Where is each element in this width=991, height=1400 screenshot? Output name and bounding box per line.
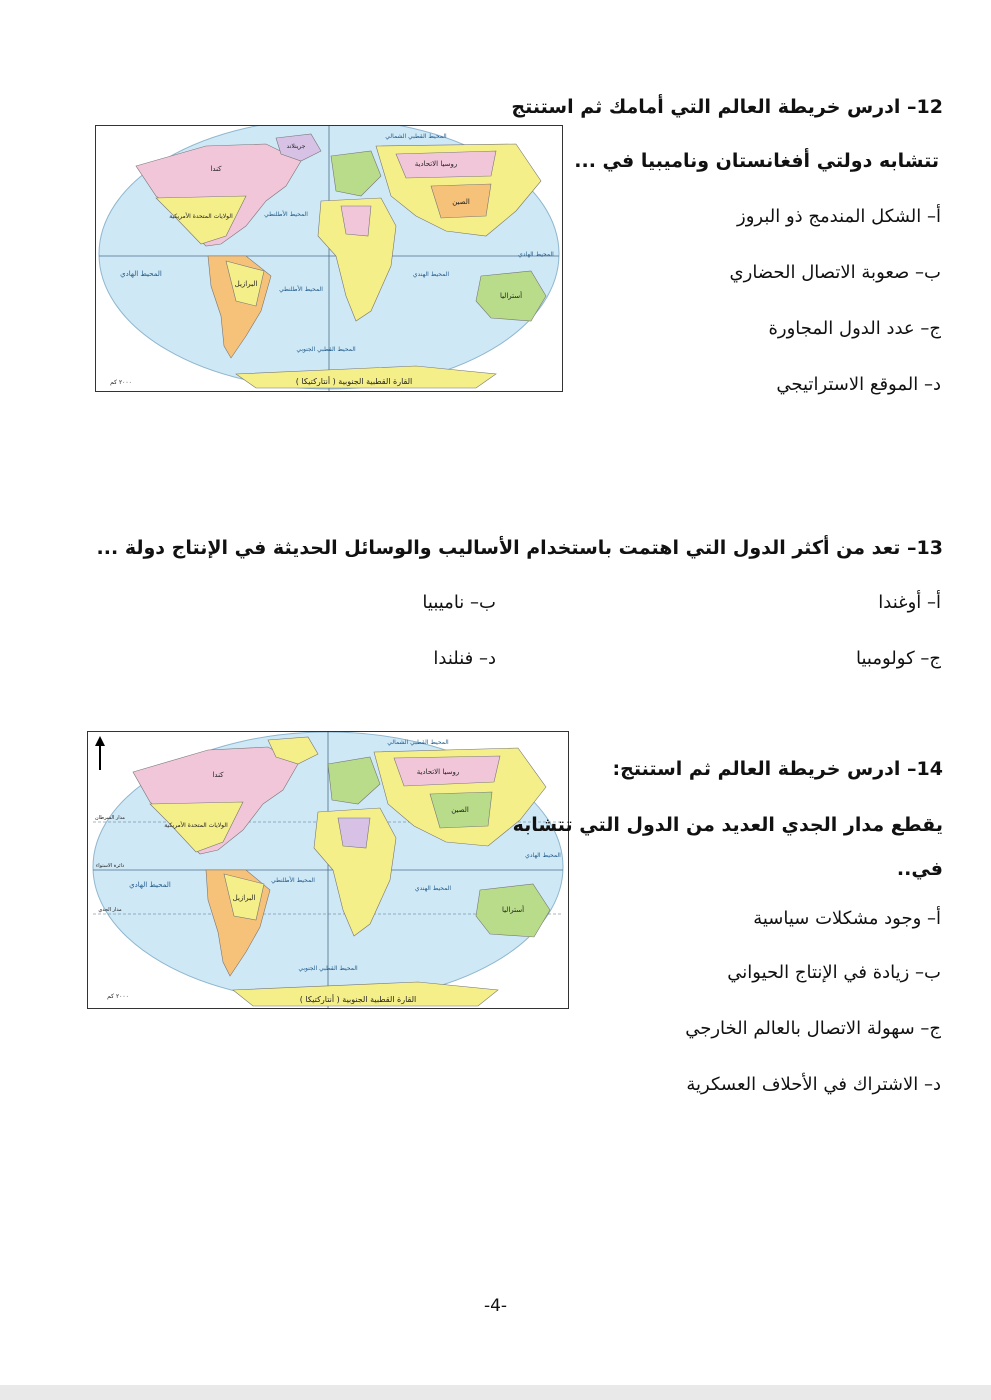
q12-option-d[interactable]: د– الموقع الاستراتيجي <box>776 374 941 395</box>
map2-china-label: الصين <box>451 806 469 814</box>
q14-option-d[interactable]: د– الاشتراك في الأحلاف العسكرية <box>686 1074 941 1095</box>
map1-southern-label: المحيط القطبي الجنوبي <box>296 346 356 353</box>
map2-scale-label: ٢٠٠٠ كم <box>107 993 129 1000</box>
map1-antarctica-label: القارة القطبية الجنوبية ( أنتاركتيكا ) <box>295 377 413 386</box>
map2-equator-label: دائرة الاستواء <box>95 863 125 869</box>
q12-option-b[interactable]: ب– صعوبة الاتصال الحضاري <box>729 262 941 283</box>
map1-canada-label: كندا <box>210 165 222 173</box>
world-political-map-1 <box>95 125 563 392</box>
map2-atlantic-label: المحيط الأطلنطي <box>271 877 315 884</box>
map1-brazil-label: البرازيل <box>234 280 258 288</box>
map2-canada-label: كندا <box>212 771 224 779</box>
map2-russia-label: روسيا الاتحادية <box>416 768 460 776</box>
q13-option-d[interactable]: د– فنلندا <box>433 648 496 669</box>
map1-atlantic-north-label: المحيط الأطلنطي <box>264 211 308 218</box>
world-map-1-svg <box>96 126 562 391</box>
map1-greenland-label: جرينلاند <box>286 143 306 150</box>
map2-antarctica-label: القارة القطبية الجنوبية ( أنتاركتيكا ) <box>299 995 417 1004</box>
q14-option-b[interactable]: ب– زيادة في الإنتاج الحيواني <box>727 962 941 983</box>
q14-stem-line1: يقطع مدار الجدي العديد من الدول التي تتشابه <box>512 814 943 836</box>
map2-indian-label: المحيط الهندي <box>414 885 452 892</box>
q13-option-c[interactable]: ج– كولومبيا <box>856 648 941 669</box>
world-map-2-svg <box>88 732 568 1008</box>
q14-stem-line2: في.. <box>896 858 943 880</box>
q12-option-a[interactable]: أ– الشكل المندمج ذو البروز <box>737 206 941 227</box>
q12-title: 12– ادرس خريطة العالم التي أمامك ثم استنتج <box>511 96 943 118</box>
map2-cancer-label: مدار السرطان <box>94 815 126 821</box>
map2-usa-label: الولايات المتحدة الأمريكية <box>164 822 228 829</box>
map2-brazil-label: البرازيل <box>232 894 256 902</box>
q13-option-b[interactable]: ب– ناميبيا <box>422 592 496 613</box>
q14-option-a[interactable]: أ– وجود مشكلات سياسية <box>753 908 941 929</box>
page-footer-band <box>0 1385 991 1400</box>
map2-australia-label: أستراليا <box>501 906 525 914</box>
map2-pacific-east-label: المحيط الهادي <box>525 852 561 859</box>
map1-pacific-east-label: المحيط الهادي <box>518 251 554 258</box>
q14-title: 14– ادرس خريطة العالم ثم استنتج: <box>612 758 943 780</box>
map2-southern-label: المحيط القطبي الجنوبي <box>298 965 358 972</box>
map2-pacific-west-label: المحيط الهادي <box>129 881 171 889</box>
q13-title: 13– تعد من أكثر الدول التي اهتمت باستخدام الأساليب والوسائل الحديثة في الإنتاج دولة ... <box>96 537 943 559</box>
map1-atlantic-south-label: المحيط الأطلنطي <box>279 286 323 293</box>
map1-china-label: الصين <box>452 198 470 206</box>
q14-option-c[interactable]: ج– سهولة الاتصال بالعالم الخارجي <box>685 1018 941 1039</box>
map2-capricorn-label: مدار الجدي <box>98 907 122 913</box>
map1-australia-label: أستراليا <box>499 292 523 300</box>
q12-option-c[interactable]: ج– عدد الدول المجاورة <box>768 318 941 339</box>
q13-option-a[interactable]: أ– أوغندا <box>878 592 941 613</box>
map1-indian-label: المحيط الهندي <box>412 271 450 278</box>
map1-russia-label: روسيا الاتحادية <box>414 160 458 168</box>
map1-arctic-label: المحيط القطبي الشمالي <box>385 133 447 140</box>
q12-stem: تتشابه دولتي أفغانستان وناميبيا في ... <box>574 150 939 172</box>
world-political-map-2 <box>87 731 569 1009</box>
map2-arctic-label: المحيط القطبي الشمالي <box>387 739 449 746</box>
map1-usa-label: الولايات المتحدة الأمريكية <box>169 213 233 220</box>
map1-scale-label: ٢٠٠٠ كم <box>110 379 132 386</box>
map1-pacific-west-label: المحيط الهادي <box>120 270 162 278</box>
page-number: -4- <box>483 1296 508 1316</box>
